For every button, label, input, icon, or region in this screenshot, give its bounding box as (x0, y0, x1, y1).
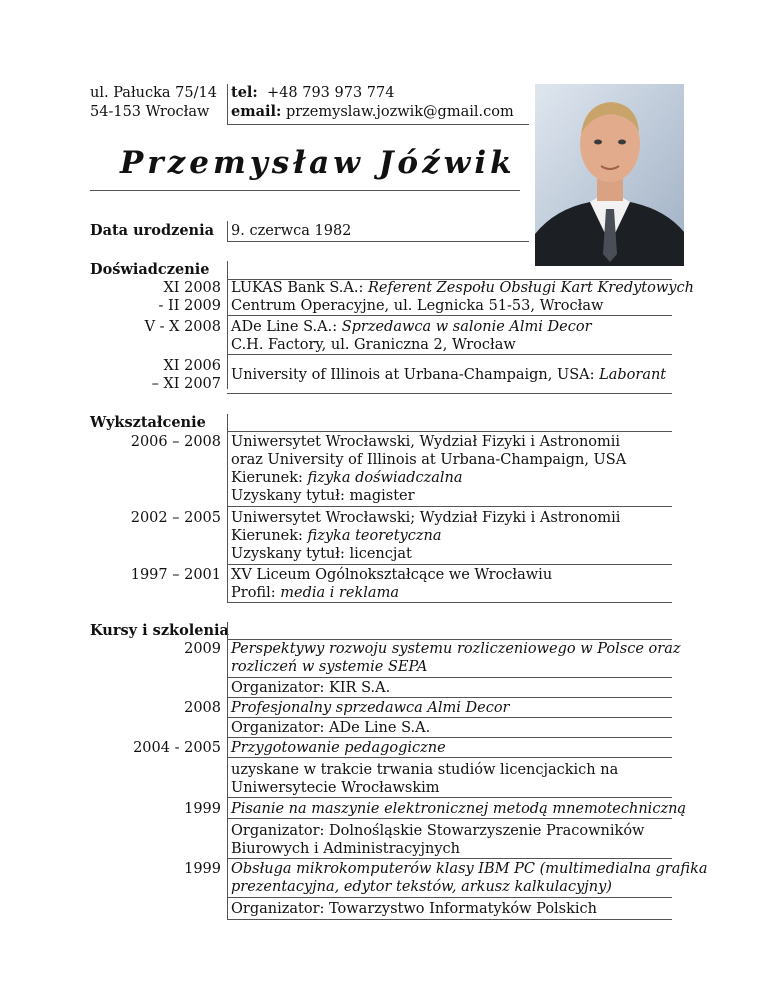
exp-detail: Centrum Operacyjne, ul. Legnicka 51-53, Wrocław (231, 298, 604, 314)
edu-direction (231, 584, 399, 602)
course-title: Obsługa mikrokomputerów klasy IBM PC (multimedialna grafika (231, 861, 708, 877)
edu-degree (231, 545, 412, 563)
edu-line: Uniwersytet Wrocławski, Wydział Fizyki i Astronomii (231, 434, 621, 450)
course-date: 2008 (184, 700, 221, 716)
edu-degree-value: licencjat (349, 546, 412, 562)
course-date: 2009 (184, 641, 221, 657)
exp-company: LUKAS Bank S.A.: (231, 280, 364, 296)
birth-value: 9. czerwca 1982 (231, 223, 352, 239)
course-organizer: Biurowych i Administracyjnych (231, 841, 460, 857)
edu-dir-label: Kierunek: (231, 528, 303, 544)
email (231, 103, 514, 121)
course-organizer: Organizator: Dolnośląskie Stowarzyszenie Pracowników (231, 823, 645, 839)
edu-degree-value: magister (349, 488, 415, 504)
exp-role: Sprzedawca w salonie Almi Decor (341, 319, 592, 335)
course-date: 1999 (184, 801, 221, 817)
education-heading: Wykształcenie (90, 414, 206, 431)
edu-dir-value: media i reklama (280, 585, 399, 601)
course-title: Pisanie na maszynie elektronicznej metodą mnemotechniczną (231, 801, 687, 817)
courses-heading: Kursy i szkolenia (90, 622, 229, 639)
course-organizer: uzyskane w trakcie trwania studiów licencjackich na (231, 762, 619, 778)
exp-date: V - X 2008 (144, 319, 221, 335)
experience-heading: Doświadczenie (90, 261, 210, 278)
exp-role: Referent Zespołu Obsługi Kart Kredytowych (367, 280, 694, 296)
edu-direction (231, 469, 463, 487)
course-title: Przygotowanie pedagogiczne (231, 740, 446, 756)
exp-role: Laborant (599, 367, 667, 383)
course-organizer: Organizator: ADe Line S.A. (231, 720, 431, 736)
exp-title (231, 318, 592, 336)
exp-company: ADe Line S.A.: (231, 319, 338, 335)
email-value[interactable]: przemyslaw.jozwik@gmail.com (285, 104, 514, 120)
address-line2: 54-153 Wrocław (90, 104, 210, 120)
edu-degree-label: Uzyskany tytuł: (231, 546, 345, 562)
exp-company: University of Illinois at Urbana-Champaign, USA: (231, 367, 595, 383)
edu-date: 2002 – 2005 (130, 510, 221, 526)
edu-date: 2006 – 2008 (130, 434, 221, 450)
phone-value: +48 793 973 774 (267, 85, 395, 101)
email-label: email: (231, 103, 282, 120)
exp-date: - II 2009 (158, 298, 221, 314)
course-organizer: Uniwersytecie Wrocławskim (231, 780, 440, 796)
edu-line: XV Liceum Ogólnokształcące we Wrocławiu (231, 567, 553, 583)
edu-dir-value: fizyka doświadczalna (307, 470, 463, 486)
exp-date: XI 2006 (163, 358, 221, 374)
exp-title (231, 366, 666, 384)
course-date: 1999 (184, 861, 221, 877)
edu-date: 1997 – 2001 (130, 567, 221, 583)
edu-line: Uniwersytet Wrocławski; Wydział Fizyki i Astronomii (231, 510, 621, 526)
phone-label: tel: (231, 84, 258, 101)
course-organizer: Organizator: KIR S.A. (231, 680, 391, 696)
edu-dir-label: Profil: (231, 585, 276, 601)
edu-degree-label: Uzyskany tytuł: (231, 488, 345, 504)
exp-date: – XI 2007 (151, 376, 221, 392)
course-title: Profesjonalny sprzedawca Almi Decor (231, 700, 510, 716)
phone (231, 84, 394, 102)
edu-degree (231, 487, 415, 505)
edu-direction (231, 527, 442, 545)
exp-date: XI 2008 (163, 280, 221, 296)
edu-dir-value: fizyka teoretyczna (307, 528, 442, 544)
exp-detail: C.H. Factory, ul. Graniczna 2, Wrocław (231, 337, 516, 353)
exp-title (231, 279, 694, 297)
course-title: Perspektywy rozwoju systemu rozliczeniowego w Polsce oraz (231, 641, 681, 657)
edu-line: oraz University of Illinois at Urbana-Champaign, USA (231, 452, 627, 468)
course-title: prezentacyjna, edytor tekstów, arkusz kalkulacyjny) (231, 879, 612, 895)
person-name: Przemysław Jóźwik (120, 145, 516, 181)
course-organizer: Organizator: Towarzystwo Informatyków Polskich (231, 901, 598, 917)
profile-photo (535, 84, 684, 266)
edu-dir-label: Kierunek: (231, 470, 303, 486)
course-title: rozliczeń w systemie SEPA (231, 659, 428, 675)
birth-label: Data urodzenia (90, 222, 215, 239)
course-date: 2004 - 2005 (133, 740, 221, 756)
address-line1: ul. Pałucka 75/14 (90, 85, 217, 101)
